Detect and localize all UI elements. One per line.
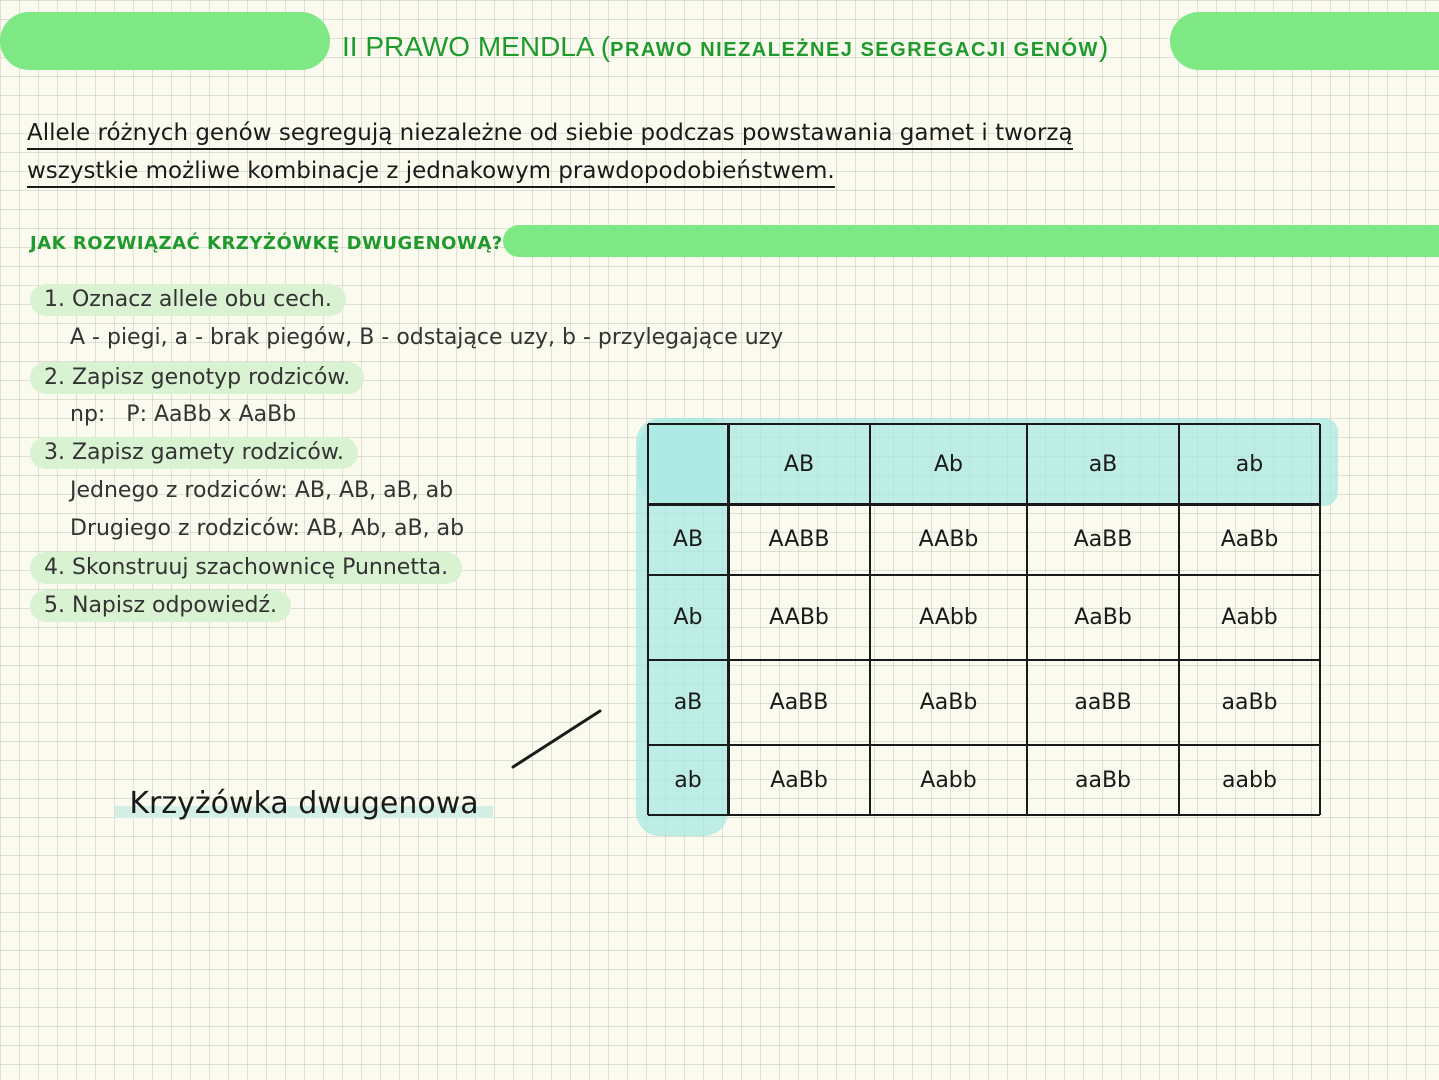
punnett-cell: AaBb (770, 767, 828, 793)
punnett-cell: aaBB (1074, 690, 1132, 715)
punnett-cell: AABb (769, 605, 829, 630)
step-1: 1. Oznacz allele obu cech. (30, 284, 346, 316)
punnett-cell: AaBb (919, 690, 978, 715)
col-header-ab: ab (1235, 451, 1264, 477)
punnett-cell: AaBb (1074, 605, 1132, 630)
punnett-cell: aabb (1222, 767, 1277, 793)
punnett-cell: Aabb (1221, 605, 1278, 630)
row-header-Ab: Ab (673, 605, 703, 630)
row-header-ab: ab (674, 767, 702, 793)
definition (27, 114, 1127, 190)
definition-line-1: Allele różnych genów segregują niezależne od siebie podczas powstawania gamet i tworzą (27, 118, 1073, 150)
col-header-AB: AB (783, 451, 815, 477)
punnett-cell: Aabb (920, 767, 977, 793)
step-3-detail-1: Jednego z rodziców: AB, AB, aB, ab (70, 478, 454, 503)
col-header-aB: aB (1088, 451, 1118, 477)
definition-line-2: wszystkie możliwe kombinacje z jednakowym prawdopodobieństwem. (27, 156, 835, 188)
punnett-cell: AaBB (769, 690, 829, 715)
punnett-cell: AABB (768, 527, 830, 552)
diagram-caption: Krzyżówka dwugenowa (115, 782, 493, 826)
title-bar-left (0, 12, 330, 70)
punnett-cell: AaBb (1220, 527, 1279, 552)
row-header-aB: aB (673, 690, 703, 715)
step-2: 2. Zapisz genotyp rodziców. (30, 362, 364, 394)
title-bar-right (1170, 12, 1439, 70)
punnett-cell: aaBb (1074, 767, 1132, 793)
step-3-detail-2: Drugiego z rodziców: AB, Ab, aB, ab (70, 516, 465, 541)
punnett-cell: AABb (918, 527, 979, 552)
punnett-cell: AaBB (1073, 527, 1133, 552)
page-title: II PRAWO MENDLA (PRAWO NIEZALEŻNEJ SEGREGACJI GENÓW) (342, 31, 1109, 62)
row-header-AB: AB (672, 527, 704, 552)
section-bar (503, 225, 1439, 257)
step-3: 3. Zapisz gamety rodziców. (30, 437, 358, 469)
step-2-detail: np: P: AaBb x AaBb (70, 402, 297, 427)
section-question: JAK ROZWIĄZAĆ KRZYŻÓWKĘ DWUGENOWĄ? (30, 233, 503, 254)
punnett-cell: AAbb (919, 605, 978, 630)
step-5: 5. Napisz odpowiedź. (30, 590, 291, 622)
step-4: 4. Skonstruuj szachownicę Punnetta. (30, 552, 462, 584)
pointer-line (505, 705, 605, 775)
step-1-detail: A - piegi, a - brak piegów, B - odstające uzy, b - przylegające uzy (70, 325, 784, 350)
punnett-cell: aaBb (1221, 690, 1278, 715)
col-header-Ab: Ab (933, 451, 963, 477)
